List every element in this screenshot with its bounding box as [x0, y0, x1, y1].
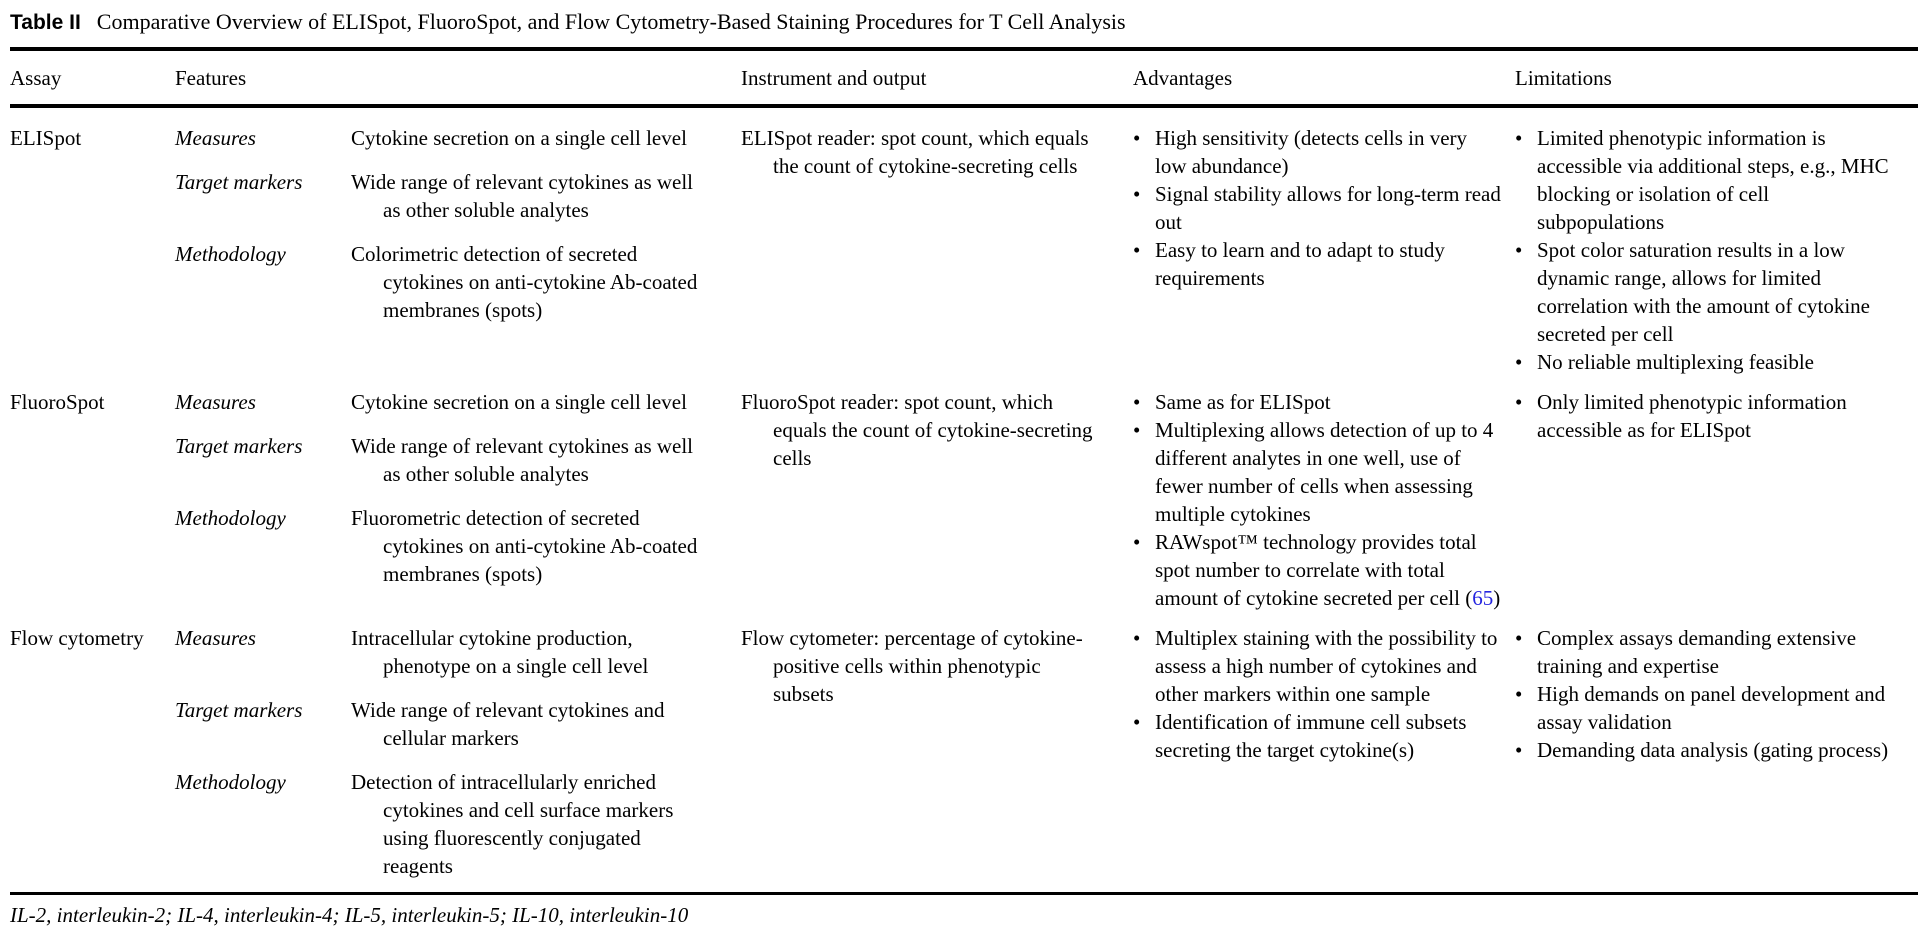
table-header-row — [10, 51, 1920, 104]
limitation-item: • Demanding data analysis (gating process) — [1515, 736, 1894, 764]
assay-name: Flow cytometry — [10, 626, 144, 650]
table-row-fluorospot — [10, 388, 1920, 612]
feature-label: Target markers — [175, 170, 303, 194]
column-header-limitations: Limitations — [1515, 66, 1612, 90]
advantage-item — [1133, 528, 1501, 612]
column-header-features: Features — [175, 66, 247, 90]
table-row-flow-cytometry — [10, 624, 1920, 880]
feature-label: Target markers — [175, 434, 303, 458]
limitations-cell — [1515, 124, 1920, 376]
column-header-advantages: Advantages — [1133, 66, 1233, 90]
limitation-item: • Complex assays demanding extensive training and expertise — [1515, 624, 1894, 680]
features-cell — [175, 124, 741, 324]
limitations-cell — [1515, 624, 1920, 764]
feature-value: Colorimetric detection of secreted cytokines on anti-cytokine Ab-coated membranes (spots) — [351, 242, 698, 322]
advantage-item: • Identification of immune cell subsets secreting the target cytokine(s) — [1133, 708, 1501, 764]
feature-label: Measures — [175, 626, 256, 650]
reference-link-65[interactable]: 65 — [1472, 586, 1494, 610]
column-header-assay: Assay — [10, 66, 62, 90]
limitation-item: • Only limited phenotypic information accessible as for ELISpot — [1515, 388, 1894, 444]
limitation-item: • No reliable multiplexing feasible — [1515, 348, 1894, 376]
feature-label: Measures — [175, 390, 256, 414]
feature-value: Intracellular cytokine production, phenotype on a single cell level — [351, 626, 649, 678]
advantage-item: • Multiplexing allows detection of up to 4 different analytes in one well, use of fewer number of cells when assessing multiple cytokines — [1133, 416, 1501, 528]
feature-label: Measures — [175, 126, 256, 150]
feature-value: Cytokine secretion on a single cell level — [351, 390, 687, 414]
advantage-text: RAWspot™ technology provides total spot number to correlate with total amount of cytokine secreted per cell ( — [1155, 530, 1477, 610]
advantages-cell — [1133, 624, 1515, 764]
limitations-cell — [1515, 388, 1920, 444]
feature-value: Detection of intracellularly enriched cytokines and cell surface markers using fluorescently conjugated reagents — [351, 770, 674, 878]
features-cell — [175, 624, 741, 880]
advantage-item: • Easy to learn and to adapt to study requirements — [1133, 236, 1501, 292]
assay-name: ELISpot — [10, 126, 82, 150]
instrument-cell: ELISpot reader: spot count, which equals the count of cytokine-secreting cells — [741, 126, 1089, 178]
column-header-instrument: Instrument and output — [741, 66, 927, 90]
feature-value: Cytokine secretion on a single cell level — [351, 126, 687, 150]
advantages-cell — [1133, 124, 1515, 292]
advantage-item: • Multiplex staining with the possibility to assess a high number of cytokines and other markers within one sample — [1133, 624, 1501, 708]
feature-value: Wide range of relevant cytokines as well as other soluble analytes — [351, 434, 694, 486]
advantages-cell — [1133, 388, 1515, 612]
instrument-cell: FluoroSpot reader: spot count, which equals the count of cytokine-secreting cells — [741, 390, 1093, 470]
features-cell — [175, 388, 741, 588]
advantage-item: • High sensitivity (detects cells in very low abundance) — [1133, 124, 1501, 180]
bottom-rule — [10, 892, 1918, 895]
limitation-item: • Limited phenotypic information is accessible via additional steps, e.g., MHC blocking or isolation of cell subpopulations — [1515, 124, 1894, 236]
feature-label: Methodology — [175, 242, 286, 266]
advantage-item: • Same as for ELISpot — [1133, 388, 1501, 416]
table-footnote: IL-2, interleukin-2; IL-4, interleukin-4; IL-5, interleukin-5; IL-10, interleukin-10 — [10, 903, 689, 927]
table-row-elispot — [10, 124, 1920, 376]
feature-label: Methodology — [175, 770, 286, 794]
advantage-text: ) — [1493, 586, 1501, 610]
instrument-cell: Flow cytometer: percentage of cytokine-positive cells within phenotypic subsets — [741, 626, 1083, 706]
header-rule — [10, 104, 1918, 108]
table-body — [10, 124, 1920, 880]
feature-value: Wide range of relevant cytokines and cellular markers — [351, 698, 665, 750]
limitation-item: • Spot color saturation results in a low dynamic range, allows for limited correlation with the amount of cytokine secreted per cell — [1515, 236, 1894, 348]
table-number: Table II — [10, 11, 81, 34]
table-title: Comparative Overview of ELISpot, FluoroSpot, and Flow Cytometry-Based Staining Procedures for T Cell Analysis — [96, 9, 1126, 34]
feature-value: Fluorometric detection of secreted cytokines on anti-cytokine Ab-coated membranes (spots) — [351, 506, 698, 586]
feature-label: Target markers — [175, 698, 303, 722]
feature-value: Wide range of relevant cytokines as well as other soluble analytes — [351, 170, 694, 222]
advantage-item: • Signal stability allows for long-term read out — [1133, 180, 1501, 236]
assay-name: FluoroSpot — [10, 390, 105, 414]
limitation-item: • High demands on panel development and assay validation — [1515, 680, 1894, 736]
table-caption — [10, 8, 1920, 37]
feature-label: Methodology — [175, 506, 286, 530]
